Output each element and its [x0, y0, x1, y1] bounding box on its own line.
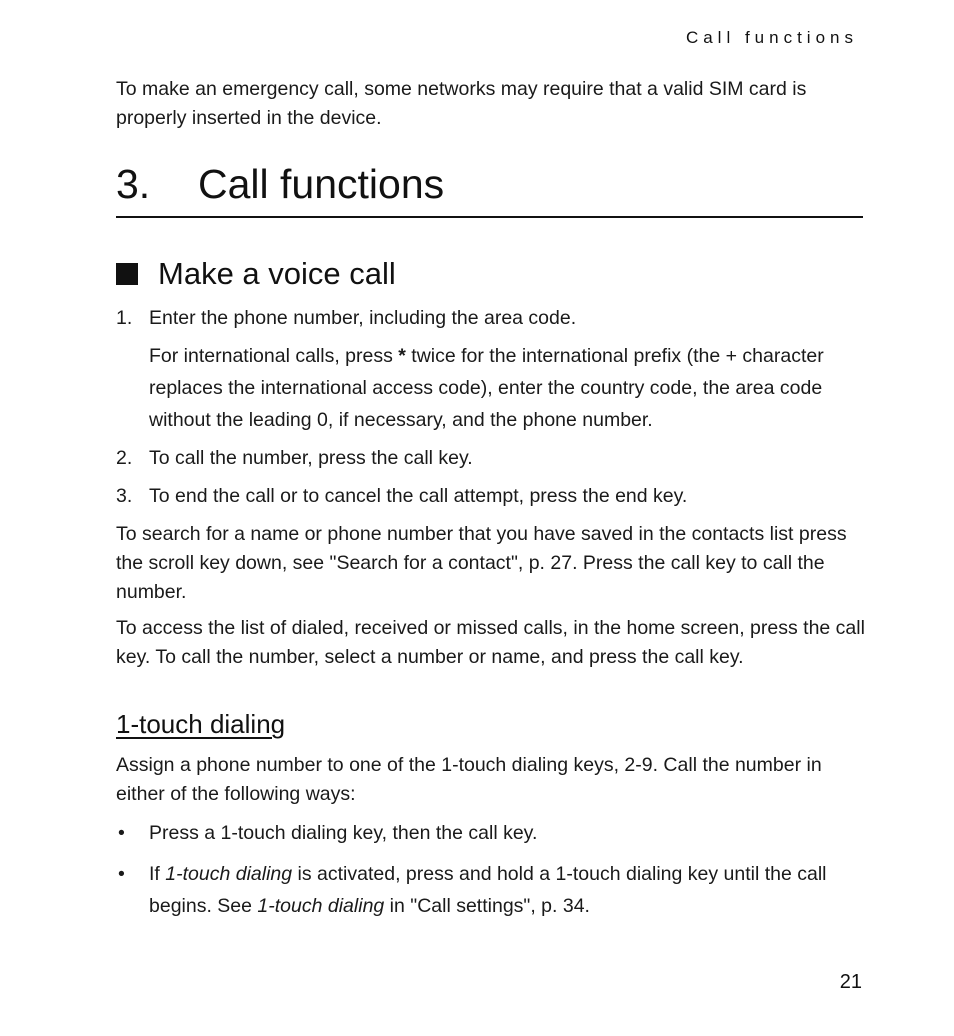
section-heading: [116, 252, 396, 296]
bullet-text-middle: is activated, press and hold a 1-touch dialing key until the call begins. See: [149, 863, 827, 917]
call-log-paragraph: To access the list of dialed, received or missed calls, in the home screen, press the call key. To call the number, select a number or name, and press the call key.: [116, 617, 865, 668]
page-number: 21: [839, 971, 862, 993]
step-text: Enter the phone number, including the area code.: [149, 307, 577, 329]
setting-name: 1-touch dialing: [165, 863, 293, 885]
chapter-title: Call functions: [198, 161, 445, 207]
bullet-text: [149, 858, 866, 922]
step-number: 2.: [116, 447, 133, 469]
section-title: Make a voice call: [158, 256, 396, 291]
touch-dialing-paragraph: Assign a phone number to one of the 1-touch dialing keys, 2-9. Call the number in either of the following ways:: [116, 754, 822, 805]
chapter-heading: [116, 158, 863, 218]
bullet-dot: •: [118, 863, 125, 885]
setting-name: 1-touch dialing: [257, 895, 385, 917]
emergency-call-note: To make an emergency call, some networks may require that a valid SIM card is properly inserted in the device.: [116, 78, 807, 129]
step-text: To call the number, press the call key.: [149, 447, 473, 469]
star-key: *: [398, 345, 406, 367]
bullet-text: Press a 1-touch dialing key, then the call key.: [149, 822, 538, 844]
running-header: Call functions: [685, 28, 858, 47]
step-number: 3.: [116, 485, 133, 507]
chapter-number: 3.: [116, 161, 151, 207]
subsection-heading: 1-touch dialing: [116, 709, 286, 739]
step-detail: [149, 340, 866, 436]
section-square-icon: [116, 263, 138, 285]
bullet-text-prefix: If: [149, 863, 166, 885]
step-detail-text-end: twice for the international prefix (the + character replaces the international access code), enter the country code, the area code without the leading 0, if necessary, and the phone number.: [149, 345, 824, 431]
step-text: To end the call or to cancel the call attempt, press the end key.: [149, 485, 688, 507]
step-number: 1.: [116, 307, 133, 329]
step-detail-text-start: For international calls, press: [149, 345, 399, 367]
search-contact-paragraph: To search for a name or phone number that you have saved in the contacts list press the scroll key down, see "Search for a contact", p. 27. Press the call key to call the number.: [116, 523, 847, 603]
bullet-dot: •: [118, 822, 125, 844]
bullet-text-suffix: in "Call settings", p. 34.: [384, 895, 590, 917]
